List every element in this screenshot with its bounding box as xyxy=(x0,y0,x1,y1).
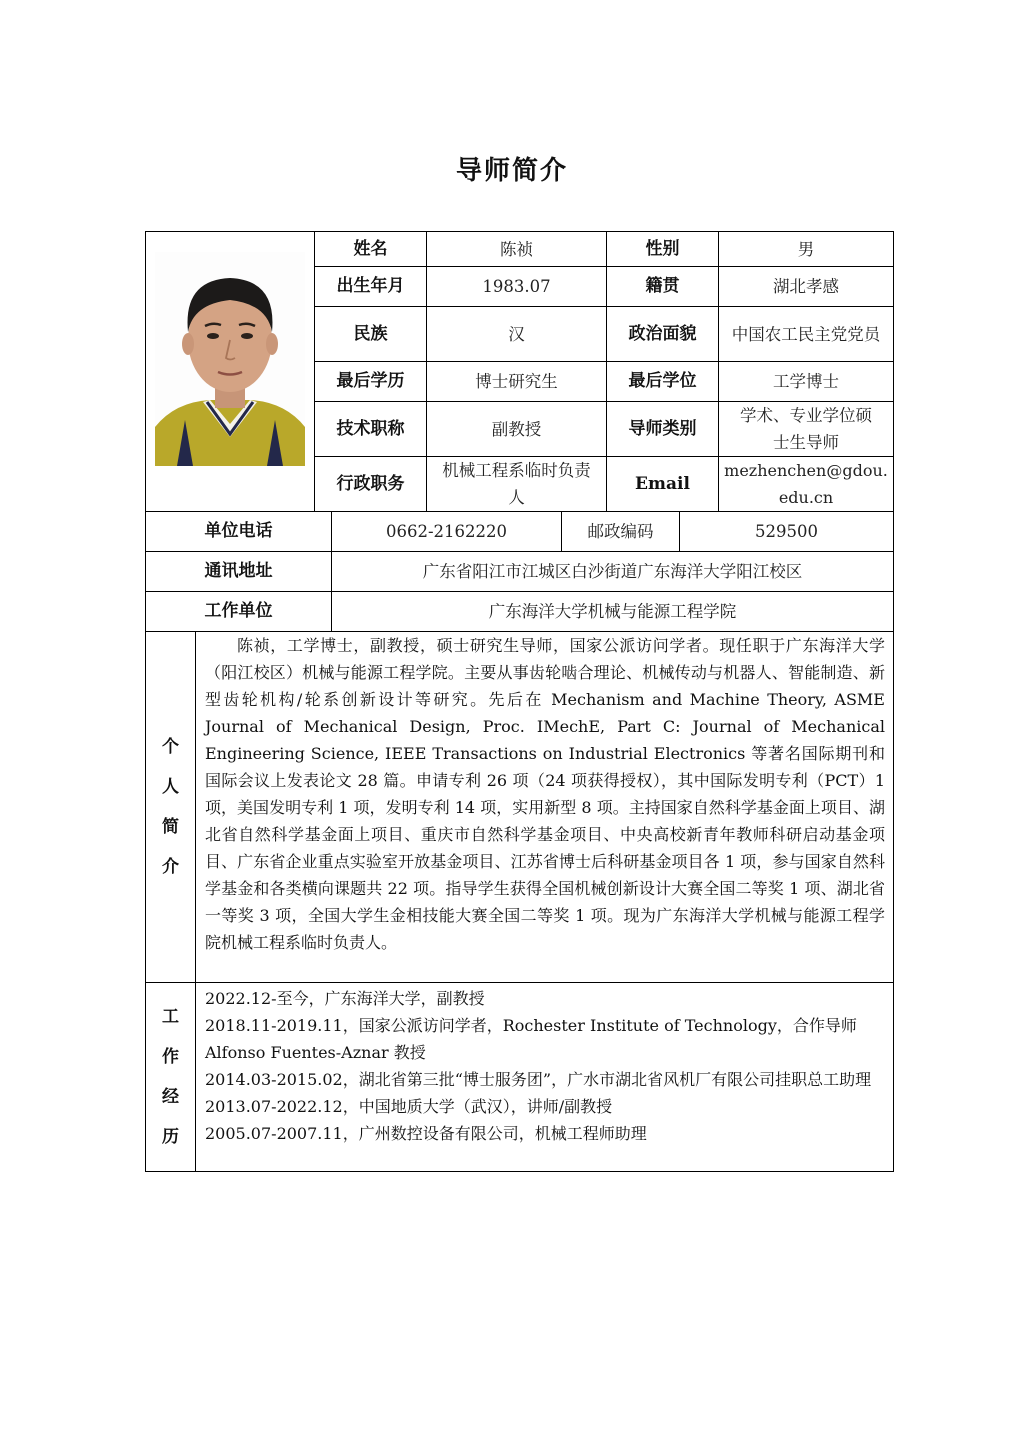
divider xyxy=(195,631,196,1172)
postcode-label: 邮政编码 xyxy=(587,522,654,541)
work-list xyxy=(205,985,887,1147)
birth-value: 1983.07 xyxy=(482,277,551,296)
bio-text: 陈祯，工学博士，副教授，硕士研究生导师，国家公派访问学者。现任职于广东海洋大学（阳江校区）机械与能源工程学院。主要从事齿轮啮合理论、机械传动与机器人、智能制造、新型齿轮机构/轮系创新设计等研究。先后在 Mechanism and Machine Theory, ASME Journal of Mechanical Design, Proc. IMechE, Part C: Journal of Mechanical Engineering Science, IEEE Transactions on Industrial Electronics 等著名国际期刊和国际会议上发表论文 28 篇。申请专利 26 项（24 项获得授权），其中国际发明专利（PCT）1 项，美国发明专利 1 项，发明专利 14 项，实用新型 8 项。主持国家自然科学基金面上项目、湖北省自然科学基金面上项目、重庆市自然科学基金项目、中央高校新青年教师科研启动基金项目、广东省企业重点实验室开放基金项目、江苏省博士后科研基金项目各 1 项，参与国家自然科学基金和各类横向课题共 22 项。指导学生获得全国机械创新设计大赛全国二等奖 1 项、湖北省一等奖 3 项，全国大学生金相技能大赛全国二等奖 1 项。现为广东海洋大学机械与能源工程学院机械工程系临时负责人。 xyxy=(205,636,885,952)
admin-label: 行政职务 xyxy=(336,473,405,494)
name-label: 姓名 xyxy=(353,238,388,259)
political-value: 中国农工民主党党员 xyxy=(731,324,881,344)
work-entry: 2013.07-2022.12，中国地质大学（武汉），讲师/副教授 xyxy=(205,1097,613,1116)
phone-value: 0662-2162220 xyxy=(385,522,508,541)
phone-label: 单位电话 xyxy=(204,521,273,541)
bio-label xyxy=(146,632,195,982)
education-label: 最后学历 xyxy=(336,371,405,391)
bio-label-char: 人 xyxy=(162,777,179,797)
name-value: 陈祯 xyxy=(500,239,533,259)
email-value: mezhenchen@gdou.edu.cn xyxy=(724,461,888,507)
work-label-char: 工 xyxy=(162,1007,179,1027)
address-label: 通讯地址 xyxy=(204,561,273,581)
email-label: Email xyxy=(635,473,690,494)
work-label-char: 作 xyxy=(162,1047,179,1067)
degree-value: 工学博士 xyxy=(773,372,839,391)
ethnicity-value: 汉 xyxy=(508,324,525,344)
gender-value: 男 xyxy=(797,239,815,259)
work-label-char: 历 xyxy=(162,1127,179,1147)
ethnicity-label: 民族 xyxy=(353,323,388,344)
political-label: 政治面貌 xyxy=(628,323,697,344)
work-entry: 2018.11-2019.11，国家公派访问学者，Rochester Institute of Technology，合作导师 Alfonso Fuentes-Aznar 教授 xyxy=(205,1016,857,1062)
native-value: 湖北孝感 xyxy=(773,277,839,296)
supervisor-label: 导师类别 xyxy=(628,418,697,439)
native-label: 籍贯 xyxy=(645,276,680,296)
admin-value: 机械工程系临时负责人 xyxy=(442,461,591,507)
education-value: 博士研究生 xyxy=(475,372,558,391)
title-label: 技术职称 xyxy=(336,418,405,439)
postcode-value: 529500 xyxy=(755,522,818,541)
work-entry: 2005.07-2007.11，广州数控设备有限公司，机械工程师助理 xyxy=(205,1124,647,1143)
work-label-char: 经 xyxy=(162,1087,179,1107)
gender-label: 性别 xyxy=(645,238,680,259)
work-entry: 2022.12-至今，广东海洋大学，副教授 xyxy=(205,989,485,1008)
work-label xyxy=(146,983,195,1171)
divider xyxy=(145,982,894,983)
birth-label: 出生年月 xyxy=(336,276,405,296)
title-value: 副教授 xyxy=(491,419,542,439)
work-entry: 2014.03-2015.02，湖北省第三批“博士服务团”，广水市湖北省风机厂有限公司挂职总工助理 xyxy=(205,1070,872,1089)
portrait-photo xyxy=(155,252,305,466)
bio-label-char: 个 xyxy=(162,737,179,757)
degree-label: 最后学位 xyxy=(628,371,697,391)
bio-label-char: 介 xyxy=(162,857,179,877)
address-value: 广东省阳江市江城区白沙街道广东海洋大学阳江校区 xyxy=(422,562,803,581)
unit-label: 工作单位 xyxy=(204,601,273,621)
page-title: 导师简介 xyxy=(455,156,568,186)
unit-value: 广东海洋大学机械与能源工程学院 xyxy=(488,602,737,621)
bio-label-char: 简 xyxy=(162,817,179,837)
supervisor-value: 学术、专业学位硕士生导师 xyxy=(740,406,872,452)
